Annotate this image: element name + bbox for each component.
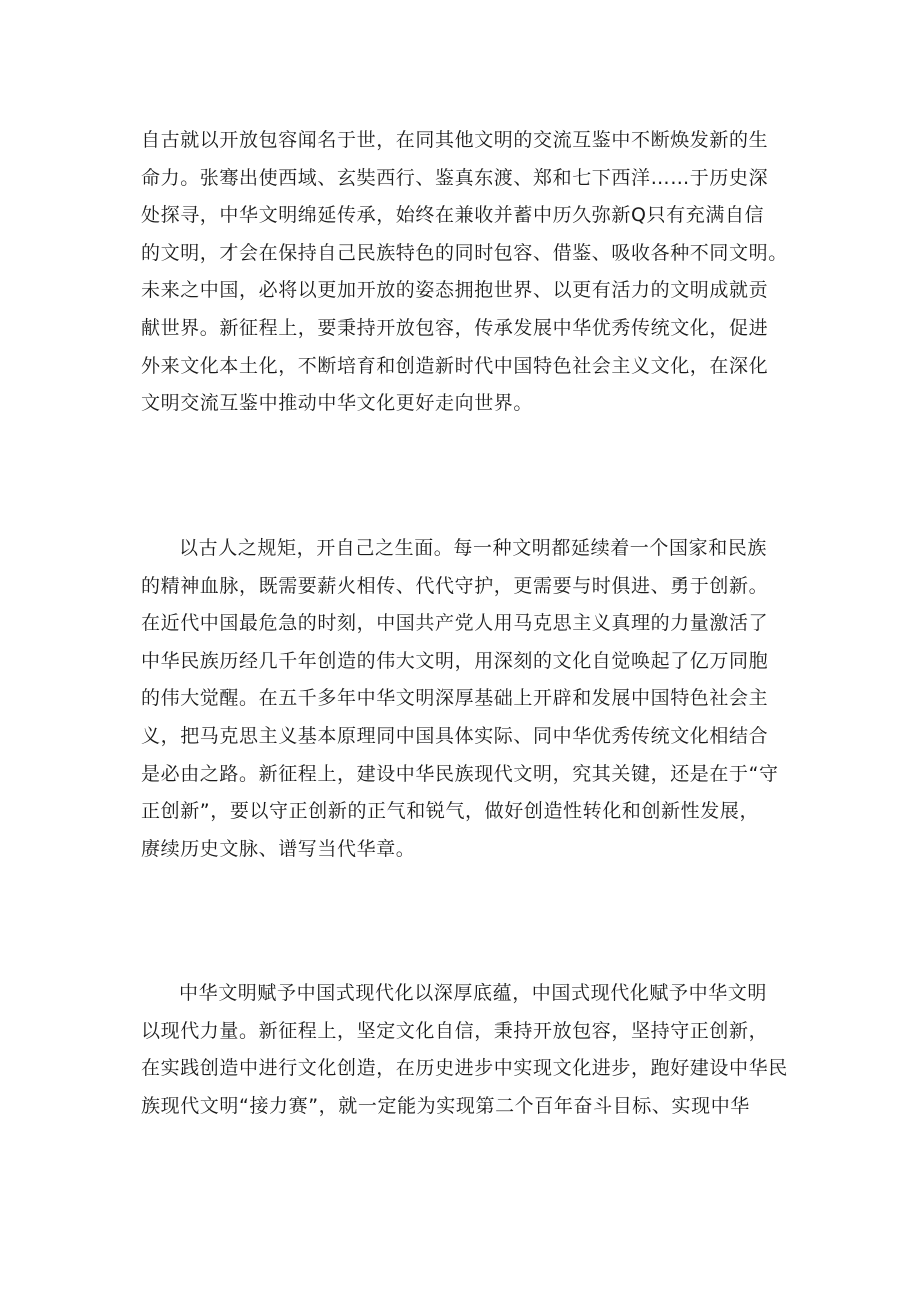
- text-line: 在近代中国最危急的时刻，中国共产党人用马克思主义真理的力量激活了: [141, 612, 769, 635]
- paragraph-modernization: [141, 975, 791, 1125]
- text-line: 的文明，才会在保持自己民族特色的同时包容、借鉴、吸收各种不同文明。: [141, 241, 788, 264]
- text-line: 族现代文明“接力赛”，就一定能为实现第二个百年奋斗目标、实现中华: [141, 1094, 750, 1117]
- text-line: 是必由之路。新征程上，建设中华民族现代文明，究其关键，还是在于“守: [141, 762, 779, 785]
- text-line: 命力。张骞出使西域、玄奘西行、鉴真东渡、郑和七下西洋……于历史深: [141, 166, 769, 189]
- text-line: 献世界。新征程上，要秉持开放包容，传承发展中华优秀传统文化，促进: [141, 316, 769, 339]
- text-line: 的伟大觉醒。在五千多年中华文明深厚基础上开辟和发展中国特色社会主: [141, 687, 769, 710]
- text-line: 外来文化本土化，不断培育和创造新时代中国特色社会主义文化，在深化: [141, 354, 769, 377]
- text-line: 中华文明赋予中国式现代化以深厚底蕴，中国式现代化赋予中华文明: [179, 982, 768, 1004]
- text-line: 以现代力量。新征程上，坚定文化自信，秉持开放包容，坚持守正创新，: [141, 1019, 769, 1042]
- paragraph-upholding-innovation: [141, 530, 791, 868]
- text-line: 未来之中国，必将以更加开放的姿态拥抱世界、以更有活力的文明成就贡: [141, 279, 769, 302]
- text-line: 的精神血脉，既需要薪火相传、代代守护，更需要与时俱进、勇于创新。: [141, 574, 769, 597]
- text-line: 以古人之规矩，开自己之生面。每一种文明都延续着一个国家和民族: [179, 537, 768, 559]
- text-line: 在实践创造中进行文化创造，在历史进步中实现文化进步，跑好建设中华民: [141, 1057, 788, 1080]
- text-line: 正创新”，要以守正创新的正气和锐气，做好创造性转化和创新性发展，: [141, 800, 760, 823]
- text-line: 赓续历史文脉、谱写当代华章。: [141, 837, 416, 860]
- paragraph-open-inclusive: [141, 122, 791, 423]
- text-line: 文明交流互鉴中推动中华文化更好走向世界。: [141, 392, 534, 415]
- text-line: 自古就以开放包容闻名于世，在同其他文明的交流互鉴中不断焕发新的生: [141, 129, 769, 151]
- text-line: 义，把马克思主义基本原理同中国具体实际、同中华优秀传统文化相结合: [141, 724, 769, 747]
- text-line: 中华民族历经几千年创造的伟大文明，用深刻的文化自觉唤起了亿万同胞: [141, 649, 769, 672]
- text-line: 处探寻，中华文明绵延传承，始终在兼收并蓄中历久弥新Q只有充满自信: [141, 204, 765, 227]
